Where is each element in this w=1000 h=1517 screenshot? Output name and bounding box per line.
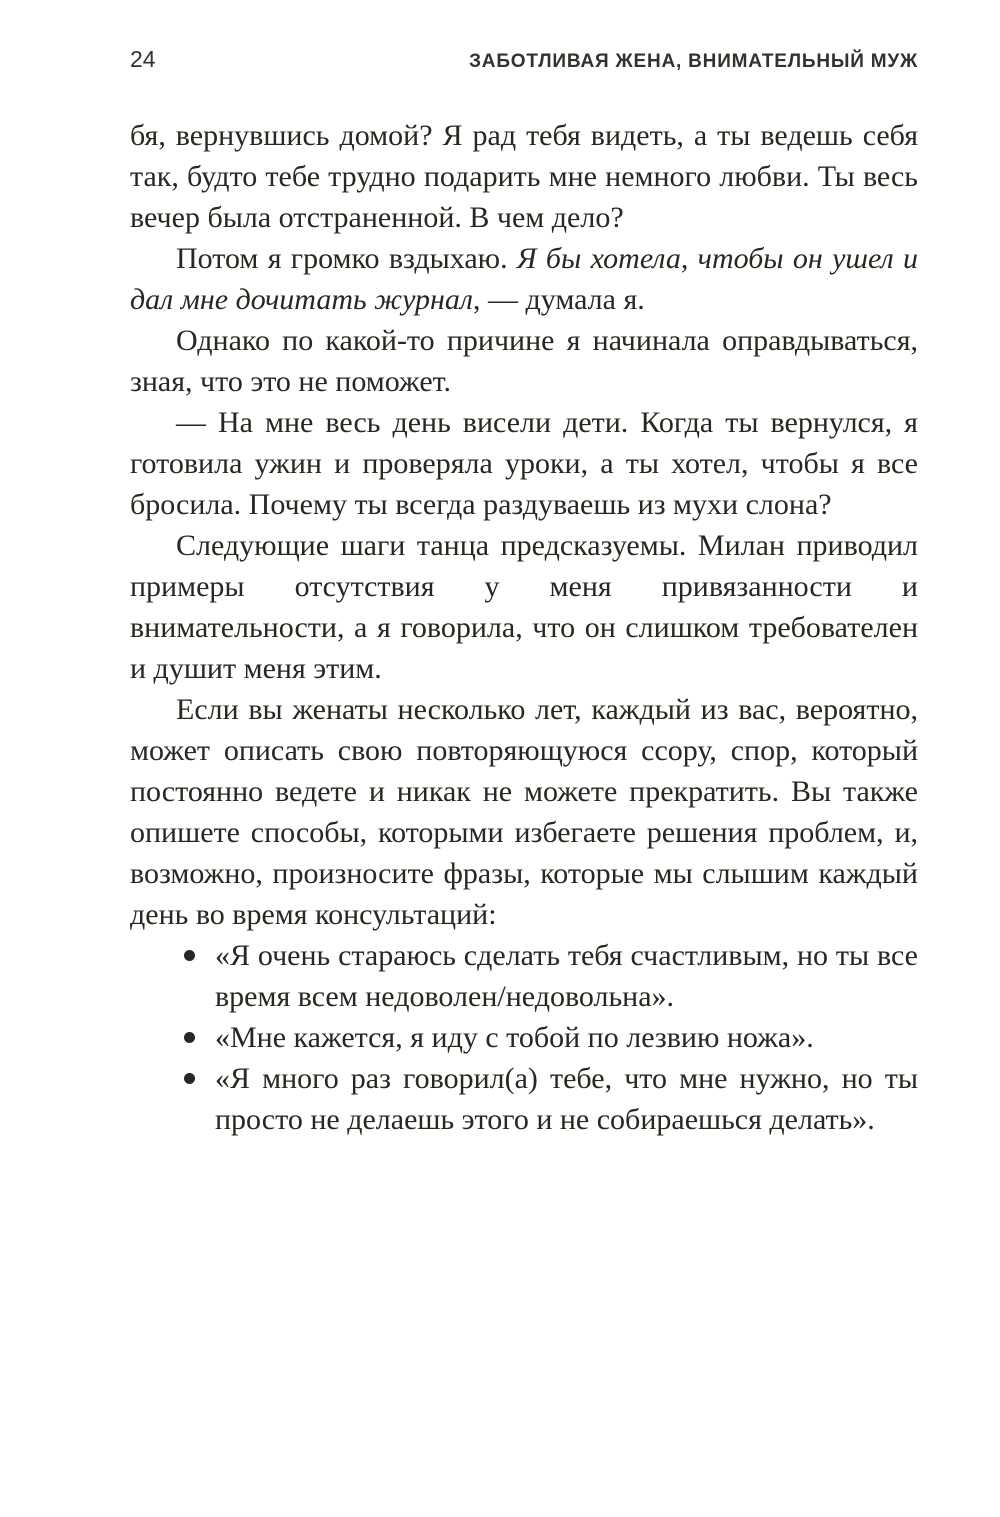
bullet-item: [215, 1058, 918, 1140]
body-text: [130, 115, 918, 1140]
paragraph: [130, 525, 918, 689]
bullet-icon: [184, 1073, 195, 1084]
bullet-list: [130, 935, 918, 1140]
paragraph: [130, 320, 918, 402]
paragraph-text: бя, вернувшись домой? Я рад тебя видеть, а ты ведешь себя так, будто тебе трудно подарить мне немного любви. Ты весь вечер была отстраненной. В чем дело?: [130, 119, 918, 234]
bullet-text: «Я много раз говорил(а) тебе, что мне нужно, но ты просто не делаешь этого и не собираешься делать».: [215, 1062, 918, 1136]
paragraph-text-italic: Я бы хотела, чтобы он ушел и дал мне дочитать журнал: [130, 242, 918, 316]
bullet-text: «Мне кажется, я иду с тобой по лезвию ножа».: [215, 1021, 814, 1054]
paragraph-text: Потом я громко вздыхаю.: [176, 242, 517, 275]
paragraph: [130, 115, 918, 238]
bullet-item: [215, 1017, 918, 1058]
paragraph: [130, 402, 918, 525]
bullet-item: [215, 935, 918, 1017]
paragraph: [130, 689, 918, 935]
paragraph-text: Однако по какой-то причине я начинала оправдываться, зная, что это не поможет.: [130, 324, 918, 398]
paragraph-text: Следующие шаги танца предсказуемы. Милан приводил примеры отсутствия у меня привязанности и внимательности, а я говорила, что он слишком требователен и душит меня этим.: [130, 529, 918, 685]
paragraph-text: — На мне весь день висели дети. Когда ты вернулся, я готовила ужин и проверяла уроки, а ты хотел, чтобы я все бросила. Почему ты всегда раздуваешь из мухи слона?: [130, 406, 918, 521]
paragraph-text: , — думала я.: [472, 283, 645, 316]
paragraph: [130, 238, 918, 320]
page-header: [130, 46, 918, 73]
bullet-text: «Я очень стараюсь сделать тебя счастливым, но ты все время всем недоволен/недовольна».: [215, 939, 918, 1013]
paragraph-text: Если вы женаты несколько лет, каждый из вас, вероятно, может описать свою повторяющуюся ссору, спор, который постоянно ведете и никак не можете прекратить. Вы также опишете способы, которыми избегаете решения проблем, и, возможно, произносите фразы, которые мы слышим каждый день во время консультаций:: [130, 693, 918, 931]
page-number: 24: [130, 46, 156, 72]
bullet-icon: [184, 1032, 195, 1043]
running-title: ЗАБОТЛИВАЯ ЖЕНА, ВНИМАТЕЛЬНЫЙ МУЖ: [469, 51, 918, 72]
bullet-icon: [184, 950, 195, 961]
